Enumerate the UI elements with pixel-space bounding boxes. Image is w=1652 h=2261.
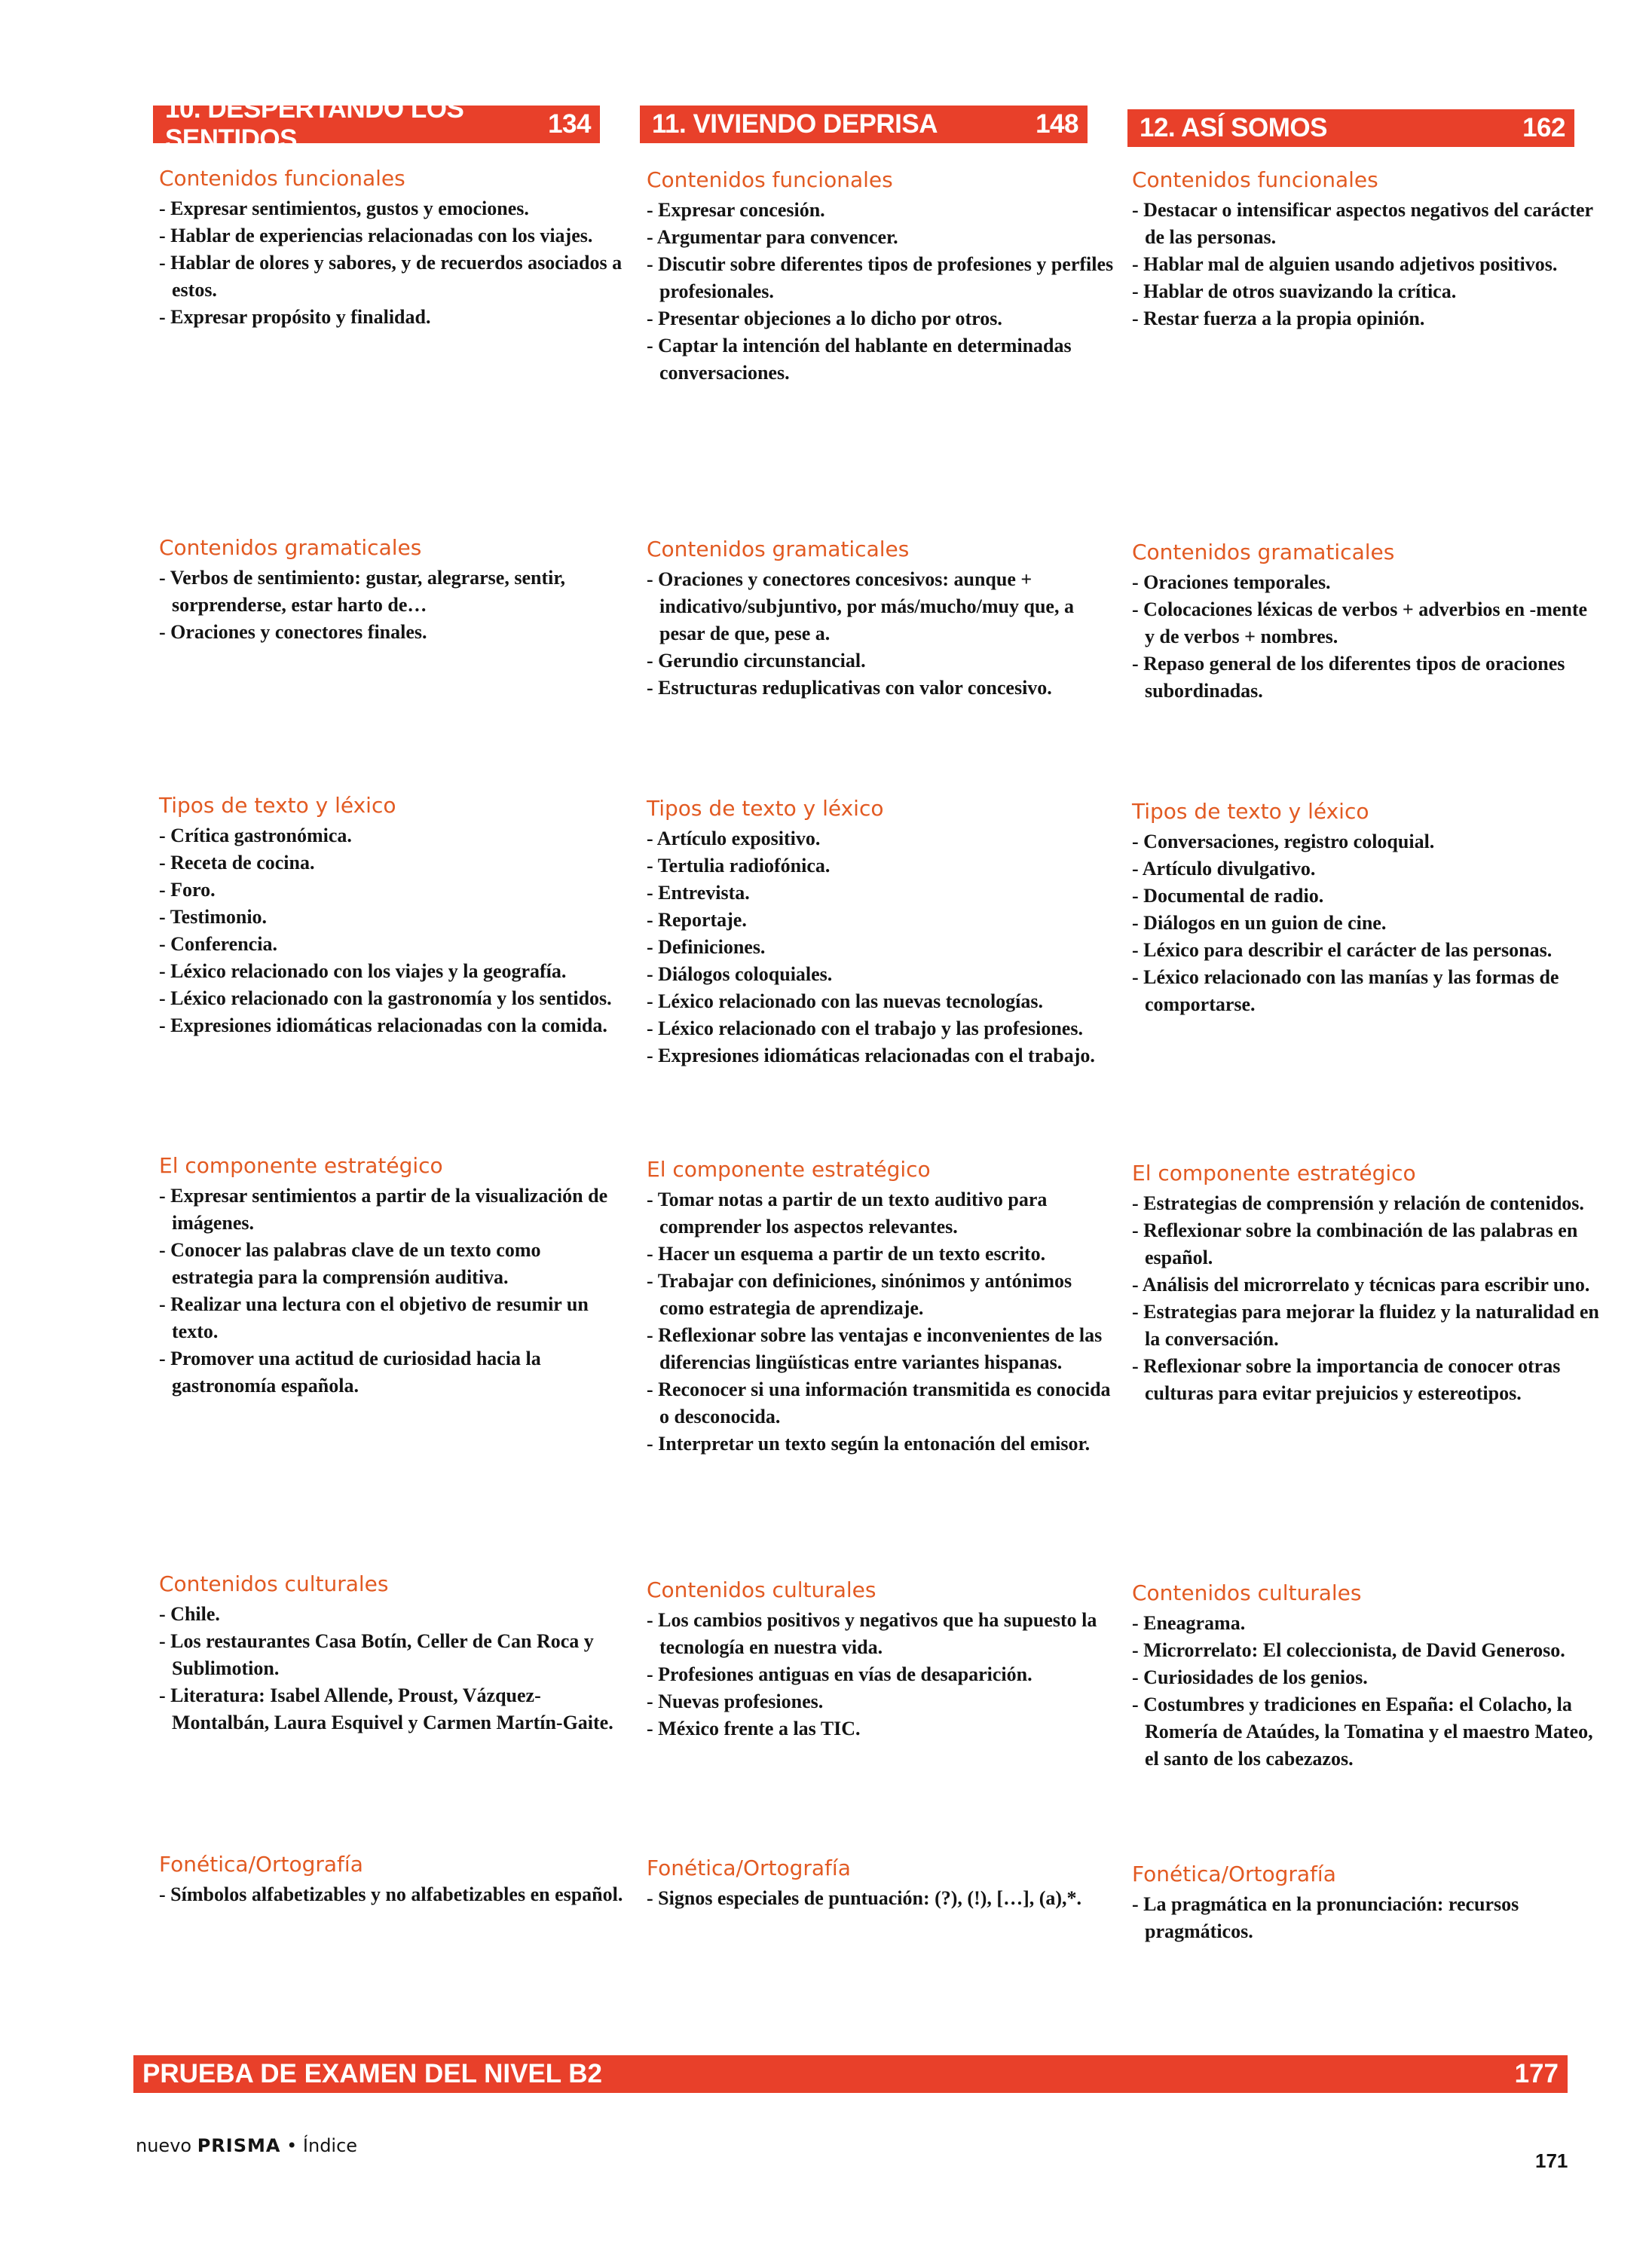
brand-prefix: nuevo [136,2135,192,2156]
list-item: - Tomar notas a partir de un texto auditivo para comprender los aspectos relevantes. [647,1186,1114,1241]
section-title: Tipos de texto y léxico [1132,799,1369,824]
list-item: - Curiosidades de los genios. [1132,1664,1599,1691]
list-item: - Presentar objeciones a lo dicho por otros. [647,305,1114,332]
list-item: - Expresar concesión. [647,197,1114,224]
section-list [1132,569,1599,705]
list-item: - Hablar mal de alguien usando adjetivos positivos. [1132,251,1599,278]
list-item: - Definiciones. [647,934,1114,961]
section-list [159,1183,626,1400]
list-item: - Captar la intención del hablante en determinadas conversaciones. [647,332,1114,387]
u0-s2 [159,793,626,1039]
section-list [159,564,626,646]
unit-11-title: 11. VIVIENDO DEPRISA [652,109,938,139]
list-item: - Estructuras reduplicativas con valor concesivo. [647,675,1114,702]
u1-s1 [647,537,1114,702]
unit-12-page: 162 [1522,113,1565,142]
footer-brand [136,2135,357,2156]
list-item: - Reflexionar sobre las ventajas e inconvenientes de las diferencias lingüísticas entre variantes hispanas. [647,1322,1114,1376]
list-item: - Nuevas profesiones. [647,1688,1114,1715]
list-item: - Léxico relacionado con la gastronomía y los sentidos. [159,985,626,1012]
list-item: - Realizar una lectura con el objetivo de resumir un texto. [159,1291,626,1345]
list-item: - Estrategias de comprensión y relación de contenidos. [1132,1190,1599,1217]
u0-s4 [159,1571,626,1736]
section-title: Contenidos funcionales [647,167,893,192]
section-list [159,822,626,1039]
list-item: - Léxico relacionado con las nuevas tecnologías. [647,988,1114,1015]
list-item: - Reflexionar sobre la combinación de las palabras en español. [1132,1217,1599,1271]
section-list [159,1881,626,1908]
list-item: - Discutir sobre diferentes tipos de profesiones y perfiles profesionales. [647,251,1114,305]
section-title: Fonética/Ortografía [647,1856,851,1880]
list-item: - México frente a las TIC. [647,1715,1114,1742]
section-title: Contenidos gramaticales [159,535,422,560]
list-item: - Los cambios positivos y negativos que ha supuesto la tecnología en nuestra vida. [647,1607,1114,1661]
list-item: - Léxico relacionado con los viajes y la geografía. [159,958,626,985]
section-list [1132,1190,1599,1407]
footer-section: Índice [302,2135,358,2156]
section-list [1132,828,1599,1018]
list-item: - Chile. [159,1601,626,1628]
list-item: - Colocaciones léxicas de verbos + adverbios en -mente y de verbos + nombres. [1132,596,1599,650]
section-list [647,825,1114,1069]
u2-s3 [1132,1161,1599,1407]
list-item: - Costumbres y tradiciones en España: el Colacho, la Romería de Ataúdes, la Tomatina y el maestro Mateo, el santo de los cabezazos. [1132,1691,1599,1773]
list-item: - Léxico relacionado con el trabajo y las profesiones. [647,1015,1114,1042]
list-item: - Conocer las palabras clave de un texto como estrategia para la comprensión auditiva. [159,1237,626,1291]
list-item: - Hablar de otros suavizando la crítica. [1132,278,1599,305]
list-item: - Crítica gastronómica. [159,822,626,849]
list-item: - Argumentar para convencer. [647,224,1114,251]
section-list [1132,1891,1599,1945]
list-item: - Trabajar con definiciones, sinónimos y antónimos como estrategia de aprendizaje. [647,1268,1114,1322]
list-item: - Artículo divulgativo. [1132,855,1599,883]
list-item: - Expresar sentimientos a partir de la visualización de imágenes. [159,1183,626,1237]
list-item: - Repaso general de los diferentes tipos de oraciones subordinadas. [1132,650,1599,705]
list-item: - Símbolos alfabetizables y no alfabetizables en español. [159,1881,626,1908]
list-item: - Promover una actitud de curiosidad hacia la gastronomía española. [159,1345,626,1400]
section-title: Tipos de texto y léxico [159,793,396,818]
list-item: - Interpretar un texto según la entonación del emisor. [647,1430,1114,1458]
list-item: - Signos especiales de puntuación: (?), (!), […], (a),*. [647,1885,1114,1912]
u1-s0 [647,167,1114,387]
u2-s1 [1132,540,1599,705]
list-item: - Diálogos en un guion de cine. [1132,910,1599,937]
list-item: - La pragmática en la pronunciación: recursos pragmáticos. [1132,1891,1599,1945]
u2-s0 [1132,167,1599,332]
unit-12-header [1127,109,1574,147]
list-item: - Profesiones antiguas en vías de desaparición. [647,1661,1114,1688]
section-title: El componente estratégico [159,1153,443,1178]
u1-s2 [647,796,1114,1069]
brand-name: PRISMA [197,2135,281,2156]
exam-page: 177 [1514,2059,1559,2088]
exam-header [133,2055,1568,2093]
section-title: Contenidos funcionales [159,166,405,191]
list-item: - Documental de radio. [1132,883,1599,910]
list-item: - Destacar o intensificar aspectos negativos del carácter de las personas. [1132,197,1599,251]
list-item: - Eneagrama. [1132,1610,1599,1637]
page-number: 171 [1535,2149,1568,2172]
brand-separator: • [286,2135,298,2156]
list-item: - Análisis del microrrelato y técnicas para escribir uno. [1132,1271,1599,1299]
u0-s3 [159,1153,626,1400]
list-item: - Expresar sentimientos, gustos y emociones. [159,195,626,222]
u1-s5 [647,1856,1114,1912]
list-item: - Los restaurantes Casa Botín, Celler de Can Roca y Sublimotion. [159,1628,626,1682]
list-item: - Conversaciones, registro coloquial. [1132,828,1599,855]
list-item: - Verbos de sentimiento: gustar, alegrarse, sentir, sorprenderse, estar harto de… [159,564,626,619]
section-title: Tipos de texto y léxico [647,796,884,821]
list-item: - Tertulia radiofónica. [647,852,1114,880]
u2-s5 [1132,1862,1599,1945]
list-item: - Expresiones idiomáticas relacionadas con la comida. [159,1012,626,1039]
list-item: - Expresiones idiomáticas relacionadas con el trabajo. [647,1042,1114,1069]
section-list [647,1186,1114,1458]
section-list [647,1607,1114,1742]
u0-s1 [159,535,626,646]
list-item: - Hacer un esquema a partir de un texto escrito. [647,1241,1114,1268]
list-item: - Reflexionar sobre la importancia de conocer otras culturas para evitar prejuicios y estereotipos. [1132,1353,1599,1407]
section-list [1132,1610,1599,1773]
unit-11-page: 148 [1036,109,1078,139]
list-item: - Entrevista. [647,880,1114,907]
section-list [647,197,1114,387]
u2-s2 [1132,799,1599,1018]
list-item: - Reportaje. [647,907,1114,934]
section-list [1132,197,1599,332]
section-list [647,566,1114,702]
section-title: Contenidos gramaticales [647,537,910,561]
list-item: - Microrrelato: El coleccionista, de David Generoso. [1132,1637,1599,1664]
unit-10-page: 134 [548,109,591,139]
unit-10-title: 10. DESPERTANDO LOS SENTIDOS [165,94,464,154]
section-title: El componente estratégico [1132,1161,1416,1186]
section-title: Contenidos funcionales [1132,167,1378,192]
list-item: - Receta de cocina. [159,849,626,877]
list-item: - Literatura: Isabel Allende, Proust, Vázquez-Montalbán, Laura Esquivel y Carmen Martín-Gaite. [159,1682,626,1736]
list-item: - Expresar propósito y finalidad. [159,304,626,331]
exam-title: PRUEBA DE EXAMEN DEL NIVEL B2 [142,2059,603,2088]
list-item: - Conferencia. [159,931,626,958]
list-item: - Diálogos coloquiales. [647,961,1114,988]
section-title: Fonética/Ortografía [1132,1862,1336,1886]
list-item: - Hablar de experiencias relacionadas con los viajes. [159,222,626,249]
unit-12-title: 12. ASÍ SOMOS [1140,113,1327,142]
list-item: - Léxico relacionado con las manías y las formas de comportarse. [1132,964,1599,1018]
list-item: - Léxico para describir el carácter de las personas. [1132,937,1599,964]
list-item: - Oraciones y conectores finales. [159,619,626,646]
section-list [647,1885,1114,1912]
section-title: Contenidos culturales [1132,1580,1362,1605]
list-item: - Oraciones temporales. [1132,569,1599,596]
u0-s5 [159,1852,626,1908]
section-title: Fonética/Ortografía [159,1852,363,1877]
unit-10-header [153,94,600,154]
list-item: - Restar fuerza a la propia opinión. [1132,305,1599,332]
section-title: Contenidos culturales [647,1577,876,1602]
list-item: - Foro. [159,877,626,904]
unit-11-header [640,106,1088,143]
section-title: Contenidos culturales [159,1571,389,1596]
list-item: - Reconocer si una información transmitida es conocida o desconocida. [647,1376,1114,1430]
section-title: El componente estratégico [647,1157,931,1182]
list-item: - Oraciones y conectores concesivos: aunque + indicativo/subjuntivo, por más/mucho/muy que, a pesar de que, pese a. [647,566,1114,647]
section-list [159,1601,626,1736]
u2-s4 [1132,1580,1599,1773]
list-item: - Artículo expositivo. [647,825,1114,852]
list-item: - Testimonio. [159,904,626,931]
u1-s3 [647,1157,1114,1458]
section-title: Contenidos gramaticales [1132,540,1395,564]
section-list [159,195,626,331]
u1-s4 [647,1577,1114,1742]
list-item: - Hablar de olores y sabores, y de recuerdos asociados a estos. [159,249,626,304]
list-item: - Estrategias para mejorar la fluidez y la naturalidad en la conversación. [1132,1299,1599,1353]
list-item: - Gerundio circunstancial. [647,647,1114,675]
u0-s0 [159,166,626,331]
